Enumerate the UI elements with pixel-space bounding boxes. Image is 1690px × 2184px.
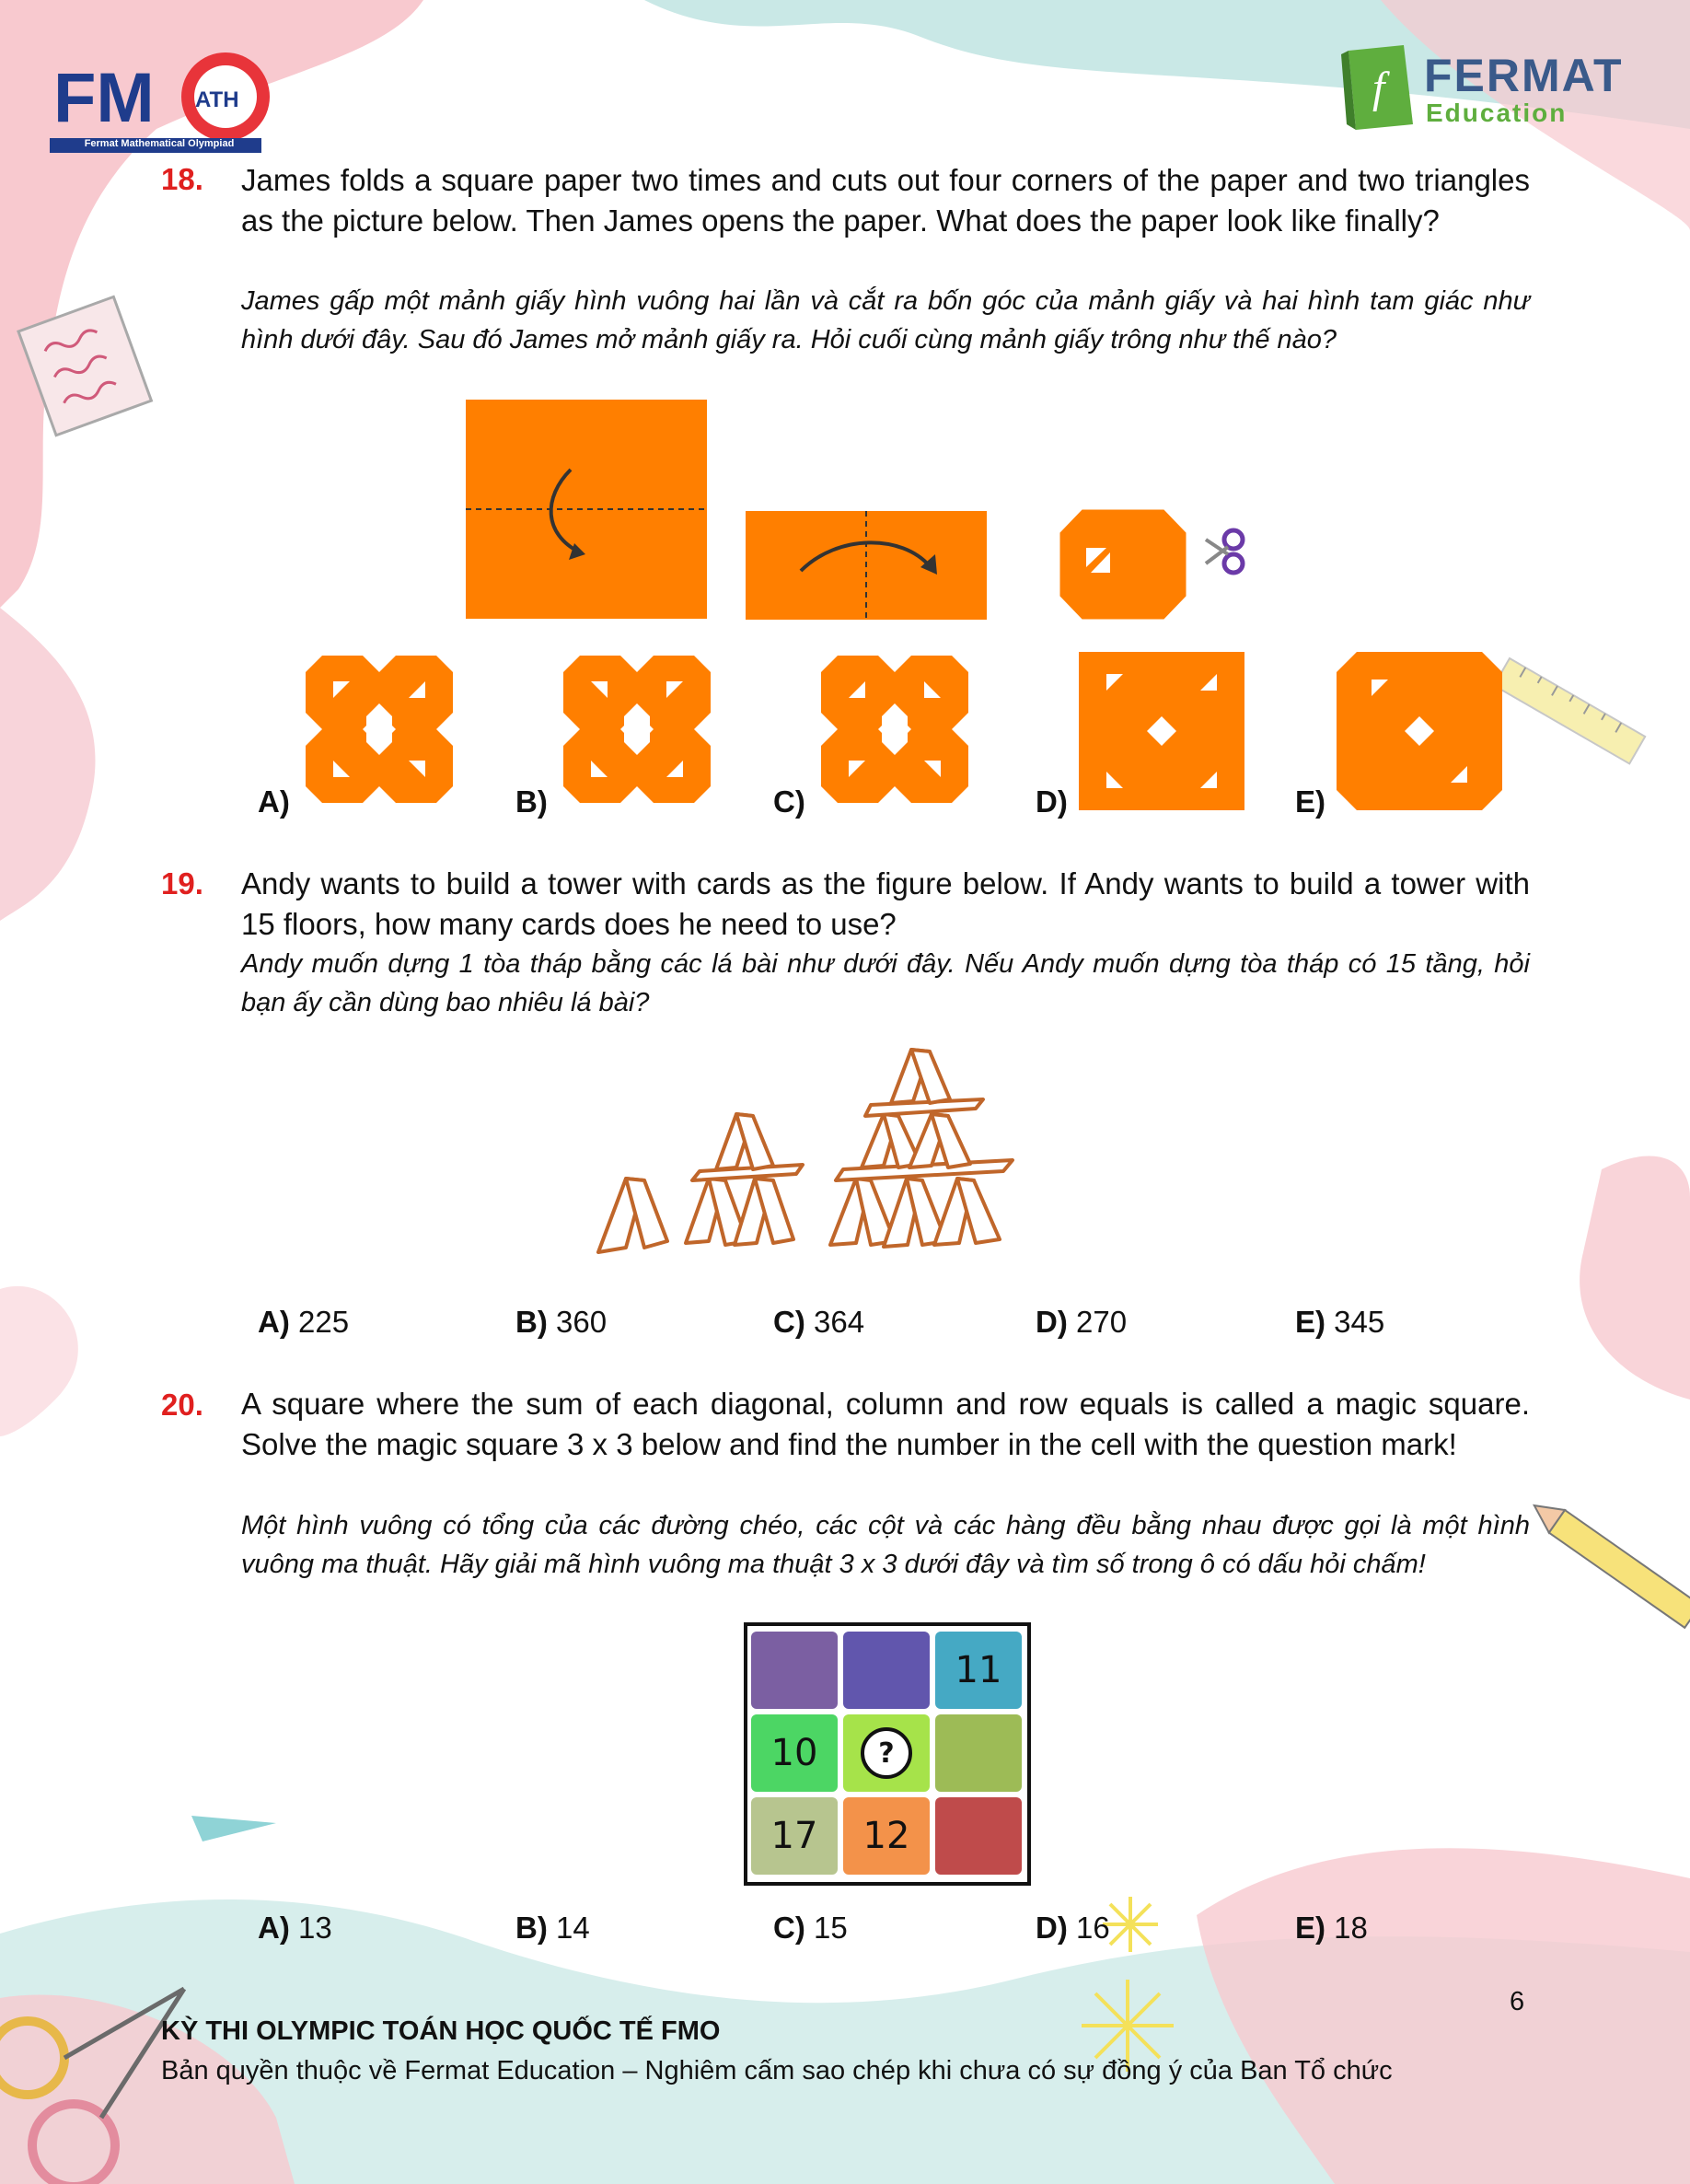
magic-cell-3	[935, 1632, 1022, 1709]
q19-choice-e-value: 345	[1334, 1305, 1385, 1339]
q20-choice-c[interactable]	[773, 1911, 848, 1946]
tower-2-floors	[686, 1114, 803, 1245]
q19-choice-a[interactable]	[258, 1305, 349, 1340]
page-number: 6	[1510, 1987, 1525, 2016]
magic-cell-7	[751, 1797, 838, 1875]
tower-1-floor	[598, 1179, 667, 1252]
question-20-text-vi: Một hình vuông có tổng của các đường chéo, các cột và các hàng đều bằng nhau được gọi là một hình vuông ma thuật. Hãy giải mã hình vuông ma thuật 3 x 3 dưới đây và tìm số trong ô có dấu hỏi chấm!	[241, 1511, 1530, 1579]
q20-choice-c-value: 15	[814, 1911, 848, 1945]
option-b-shape	[563, 656, 711, 803]
card-tower-figure	[589, 1031, 1141, 1289]
q20-choice-d[interactable]	[1036, 1911, 1110, 1946]
question-18-number: 18.	[161, 162, 203, 196]
q19-choice-c-value: 364	[814, 1305, 865, 1339]
question-19-number: 19.	[161, 866, 203, 900]
magic-cell-8-value: 12	[862, 1815, 910, 1857]
q20-choice-e-label: E)	[1295, 1911, 1325, 1945]
option-d-shape	[1079, 652, 1244, 810]
option-e-shape	[1337, 652, 1502, 810]
q19-choice-e-label: E)	[1295, 1305, 1325, 1339]
q19-choice-b-label: B)	[515, 1305, 548, 1339]
q19-choice-e[interactable]	[1295, 1305, 1384, 1340]
q20-choice-e[interactable]	[1295, 1911, 1368, 1946]
fmo-logo	[46, 46, 285, 161]
question-19-text-vi: Andy muốn dựng 1 tòa tháp bằng các lá bài như dưới đây. Nếu Andy muốn dựng tòa tháp có 15 tầng, hỏi bạn ấy cần dùng bao nhiêu lá bài?	[241, 949, 1530, 1017]
fermat-logo-name: FERMAT	[1424, 50, 1624, 101]
magic-square-grid	[744, 1622, 1031, 1886]
question-18-text-vi: James gấp một mảnh giấy hình vuông hai lần và cắt ra bốn góc của mảnh giấy và hai hình tam giác như hình dưới đây. Sau đó James mở mảnh giấy ra. Hỏi cuối cùng mảnh giấy trông như thế nào?	[241, 286, 1530, 354]
question-20-choices	[258, 1911, 1546, 1957]
magic-cell-6	[935, 1714, 1022, 1792]
svg-text:ATH: ATH	[195, 87, 239, 112]
q19-choice-c[interactable]	[773, 1305, 864, 1340]
q20-choice-d-label: D)	[1036, 1911, 1068, 1945]
q19-choice-d[interactable]	[1036, 1305, 1127, 1340]
q20-choice-e-value: 18	[1334, 1911, 1368, 1945]
svg-text:f: f	[1372, 64, 1385, 112]
scissors-icon	[1206, 530, 1243, 573]
option-e-label: E)	[1295, 784, 1325, 819]
magic-cell-5	[843, 1714, 930, 1792]
option-a-label: A)	[258, 784, 290, 819]
magic-cell-1	[751, 1632, 838, 1709]
q20-choice-c-label: C)	[773, 1911, 805, 1945]
question-18-options-figure	[295, 645, 1519, 829]
fermat-book-icon	[1339, 41, 1422, 134]
magic-cell-4-value: 10	[770, 1732, 818, 1774]
option-d-label: D)	[1036, 784, 1068, 819]
fold-step-1	[466, 400, 707, 619]
option-c-shape	[821, 656, 968, 803]
question-mark-icon	[861, 1727, 912, 1779]
magic-cell-2	[843, 1632, 930, 1709]
option-c-label: C)	[773, 784, 805, 819]
q19-choice-a-label: A)	[258, 1305, 290, 1339]
option-a-shape	[306, 656, 453, 803]
q19-choice-b[interactable]	[515, 1305, 607, 1340]
footer-title: KỲ THI OLYMPIC TOÁN HỌC QUỐC TẾ FMO	[161, 2016, 721, 2046]
tower-3-floors	[830, 1050, 1013, 1247]
fmo-logo-subtext: Fermat Mathematical Olympiad	[84, 138, 235, 149]
q19-choice-c-label: C)	[773, 1305, 805, 1339]
option-b-label: B)	[515, 784, 548, 819]
magic-cell-3-value: 11	[955, 1649, 1002, 1691]
q20-choice-a[interactable]	[258, 1911, 332, 1946]
q19-choice-d-value: 270	[1076, 1305, 1128, 1339]
q19-choice-b-value: 360	[556, 1305, 608, 1339]
question-19-text-en: Andy wants to build a tower with cards as the figure below. If Andy wants to build a tower with 15 floors, how many cards does he need to use?	[241, 866, 1530, 941]
magic-cell-5-value: ?	[878, 1737, 895, 1770]
fold-step-2	[746, 511, 987, 620]
q20-choice-a-value: 13	[298, 1911, 332, 1945]
svg-text:FM: FM	[53, 59, 155, 137]
magic-cell-4	[751, 1714, 838, 1792]
question-19-choices	[258, 1305, 1546, 1351]
magic-cell-9	[935, 1797, 1022, 1875]
fold-step-3-cut	[1059, 508, 1187, 621]
q20-choice-b-label: B)	[515, 1911, 548, 1945]
q20-choice-b[interactable]	[515, 1911, 590, 1946]
q20-choice-a-label: A)	[258, 1911, 290, 1945]
question-20-text-en: A square where the sum of each diagonal, column and row equals is called a magic square. Solve the magic square 3 x 3 below and find the number in the cell with the question mark!	[241, 1387, 1530, 1461]
question-18-text-en: James folds a square paper two times and cuts out four corners of the paper and two triangles as the picture below. Then James opens the paper. What does the paper look like finally?	[241, 163, 1530, 238]
q19-choice-d-label: D)	[1036, 1305, 1068, 1339]
question-20-number: 20.	[161, 1388, 203, 1422]
q20-choice-b-value: 14	[556, 1911, 590, 1945]
footer-copyright: Bản quyền thuộc về Fermat Education – Nghiêm cấm sao chép khi chưa có sự đồng ý của Ban Tổ chức	[161, 2056, 1393, 2085]
fermat-logo-sub: Education	[1426, 99, 1568, 127]
folding-steps-figure	[451, 396, 1261, 626]
magic-cell-8	[843, 1797, 930, 1875]
q19-choice-a-value: 225	[298, 1305, 350, 1339]
magic-cell-7-value: 17	[770, 1815, 818, 1857]
q20-choice-d-value: 16	[1076, 1911, 1110, 1945]
